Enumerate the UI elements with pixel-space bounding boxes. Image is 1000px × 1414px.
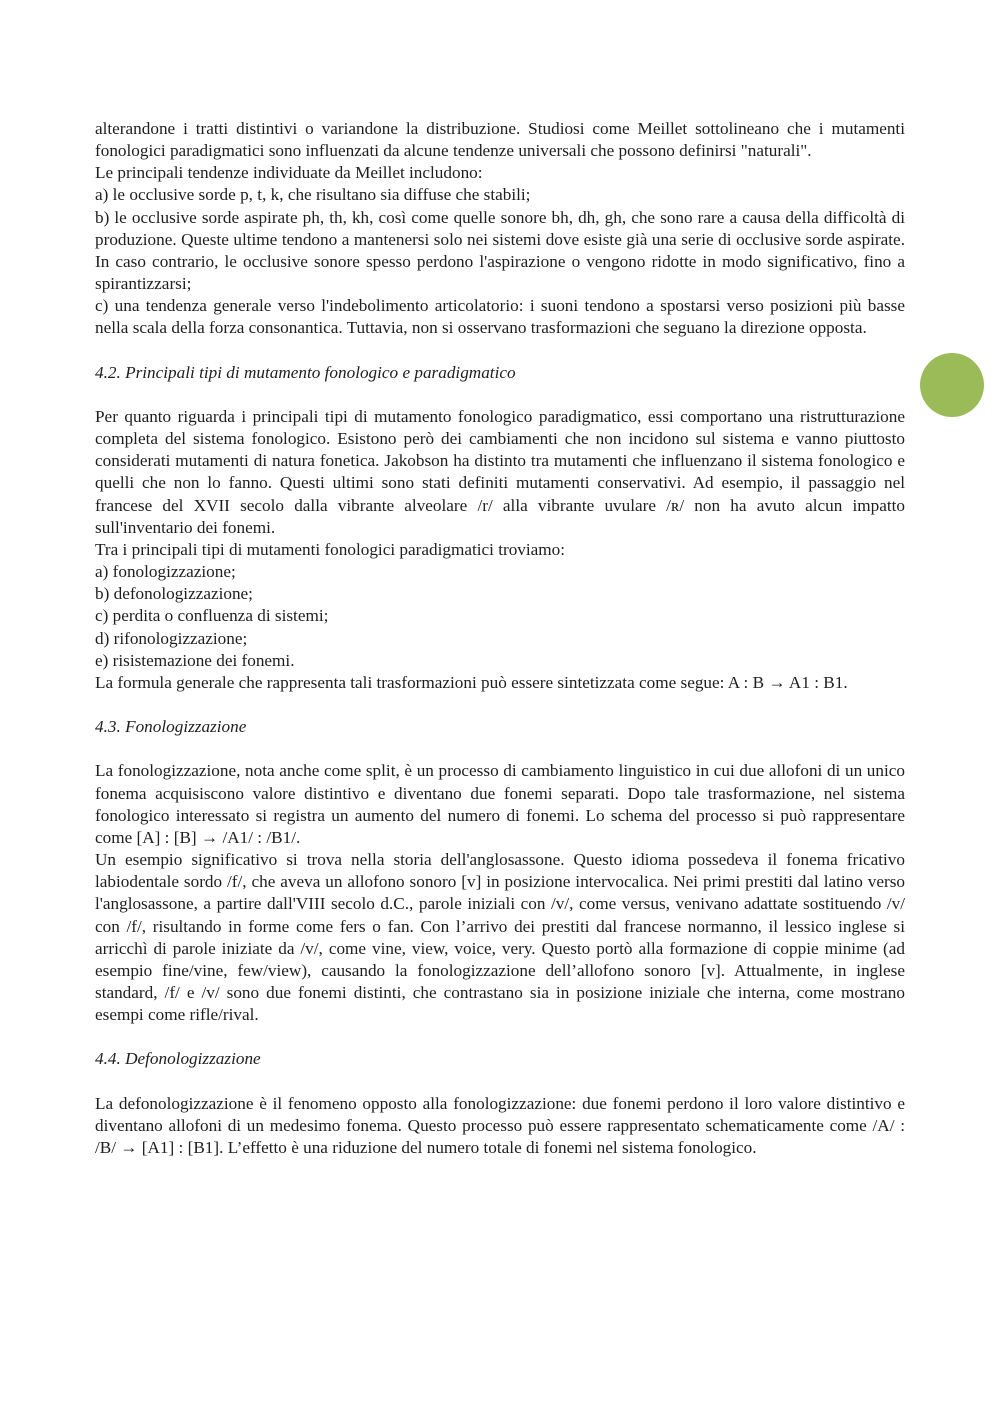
paragraph: Le principali tendenze individuate da Meillet includono: (95, 163, 483, 183)
list-item: c) perdita o confluenza di sistemi; (95, 606, 329, 626)
paragraph: Tra i principali tipi di mutamenti fonologici paradigmatici troviamo: (95, 539, 566, 559)
decorative-green-circle (920, 353, 984, 417)
paragraph: La fonologizzazione, nota anche come split, è un processo di cambiamento linguistico in cui due allofoni di un unico fonema acquisiscono valore distintivo e diventano due fonemi separati. Dopo tale trasformazione, nel sistema fonologico interessato si registra un aumento del numero di fonemi. Lo schema del processo si può rappresentare come [A] : [B] → /A1/ : /B1/. (95, 761, 905, 847)
list-item: b) defonologizzazione; (95, 584, 253, 604)
section-heading: 4.4. Defonologizzazione (95, 1049, 261, 1069)
paragraph: La defonologizzazione è il fenomeno opposto alla fonologizzazione: due fonemi perdono il loro valore distintivo e diventano allofoni di un medesimo fonema. Questo processo può essere rappresentato schematicamente come /A/ : /B/ → [A1] : [B1]. L’effetto è una riduzione del numero totale di fonemi nel sistema fonologico. (95, 1093, 905, 1158)
section-heading: 4.2. Principali tipi di mutamento fonologico e paradigmatico (95, 362, 516, 382)
list-item: b) le occlusive sorde aspirate ph, th, kh, così come quelle sonore bh, dh, gh, che sono rare a causa della difficoltà di produzione. Queste ultime tendono a mantenersi solo nei sistemi dove esiste già una serie di occlusive sorde aspirate. In caso contrario, le occlusive sonore spesso perdono l'aspirazione o vengono ridotte in modo significativo, fino a spirantizzarsi; (95, 207, 905, 294)
list-item: e) risistemazione dei fonemi. (95, 650, 295, 670)
list-item: d) rifonologizzazione; (95, 628, 248, 648)
document-page (95, 118, 905, 1159)
section-heading: 4.3. Fonologizzazione (95, 717, 247, 737)
paragraph: alterandone i tratti distintivi o variandone la distribuzione. Studiosi come Meillet sottolineano che i mutamenti fonologici paradigmatici sono influenzati da alcune tendenze universali che possono definirsi "naturali". (95, 119, 905, 161)
list-item: a) le occlusive sorde p, t, k, che risultano sia diffuse che stabili; (95, 185, 531, 205)
list-item: a) fonologizzazione; (95, 562, 236, 582)
list-item: c) una tendenza generale verso l'indebolimento articolatorio: i suoni tendono a spostarsi verso posizioni più basse nella scala della forza consonantica. Tuttavia, non si osservano trasformazioni che seguano la direzione opposta. (95, 296, 905, 338)
paragraph: Un esempio significativo si trova nella storia dell'anglosassone. Questo idioma possedeva il fonema fricativo labiodentale sordo /f/, che aveva un allofono sonoro [v] in posizione intervocalica. Nei primi prestiti dal latino verso l'anglosassone, a partire dall'VIII secolo d.C., parole iniziali con /v/, come versus, venivano adattate sostituendo /v/ con /f/, risultando in forme come fers o fan. Con l’arrivo dei prestiti dal francese normanno, il lessico inglese si arricchì di parole iniziate da /v/, come vine, view, voice, very. Questo portò alla formazione di coppie minime (ad esempio fine/vine, few/view), causando la fonologizzazione dell’allofono sonoro [v]. Attualmente, in inglese standard, /f/ e /v/ sono due fonemi distinti, che contrastano sia in posizione iniziale che interna, come mostrano esempi come rifle/rival. (95, 850, 905, 1025)
paragraph: Per quanto riguarda i principali tipi di mutamento fonologico paradigmatico, essi comportano una ristrutturazione completa del sistema fonologico. Esistono però dei cambiamenti che non incidono sul sistema e vanno piuttosto considerati mutamenti di natura fonetica. Jakobson ha distinto tra mutamenti che influenzano il sistema fonologico e quelli che non lo fanno. Questi ultimi sono stati definiti mutamenti conservativi. Ad esempio, il passaggio nel francese del XVII secolo dalla vibrante alveolare /r/ alla vibrante uvulare /ʀ/ non ha avuto alcun impatto sull'inventario dei fonemi. (95, 407, 905, 537)
paragraph: La formula generale che rappresenta tali trasformazioni può essere sintetizzata come segue: A : B → A1 : B1. (95, 672, 848, 692)
